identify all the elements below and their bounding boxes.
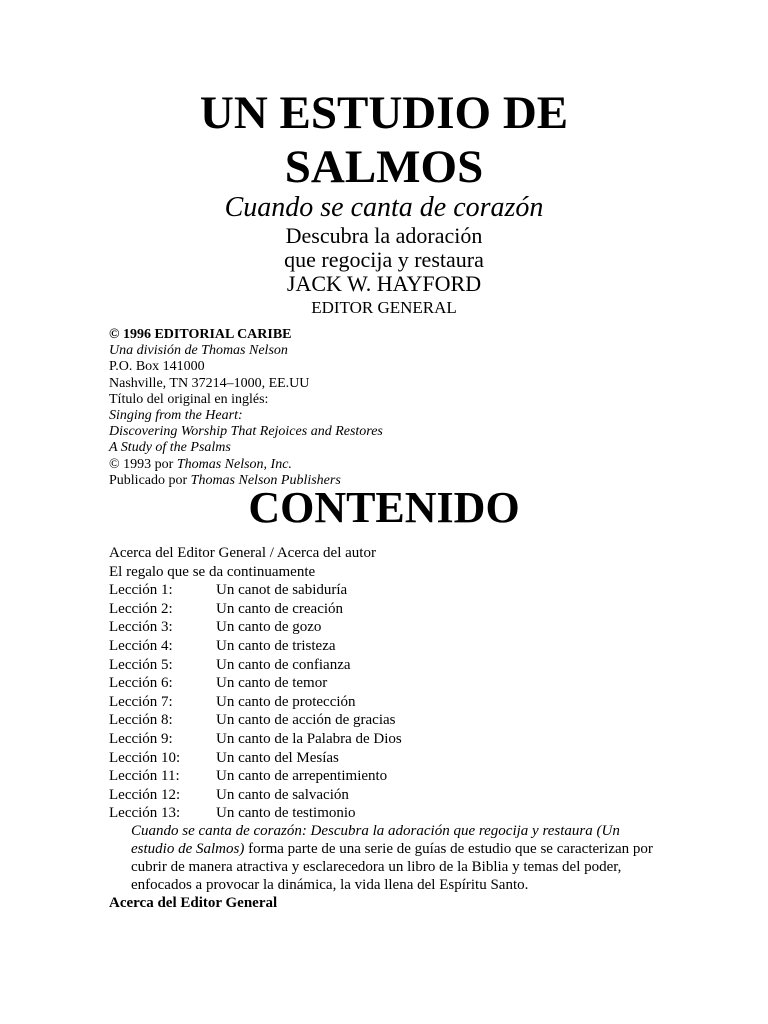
toc-lesson-row [109, 730, 649, 749]
title-block [0, 86, 768, 319]
lesson-number: Lección 13: [109, 805, 181, 822]
toc-lesson-row [109, 581, 649, 600]
publisher-division: Una división de Thomas Nelson [109, 343, 288, 359]
lesson-number: Lección 7: [109, 693, 173, 710]
lesson-number: Lección 6: [109, 675, 173, 692]
original-title-label: Título del original en inglés: [109, 391, 269, 407]
copyright-block [109, 327, 383, 489]
lesson-number: Lección 12: [109, 786, 181, 803]
lesson-number: Lección 3: [109, 619, 173, 636]
lesson-number: Lección 11: [109, 768, 180, 785]
toc-lesson-row [109, 711, 649, 730]
contents-heading: CONTENIDO [248, 483, 520, 532]
author-role: EDITOR GENERAL [311, 298, 457, 317]
lesson-title: Un canto de tristeza [216, 637, 336, 654]
lesson-number: Lección 8: [109, 712, 173, 729]
toc-lesson-row [109, 600, 649, 619]
original-copyright [109, 457, 383, 473]
lesson-title: Un canto del Mesías [216, 749, 339, 766]
toc-lesson-row [109, 749, 649, 768]
lesson-number: Lección 4: [109, 637, 173, 654]
lesson-number: Lección 2: [109, 600, 173, 617]
lesson-title: Un canto de confianza [216, 656, 351, 673]
intro-body: forma parte de una serie de guías de estudio que se caracterizan por cubrir de manera atractiva y esclarecedora un libro de la Biblia y temas del poder, enfocados a provocar la dinámica, la vida llena del Espíritu Santo. [131, 841, 653, 893]
tagline-line-1: Descubra la adoración [285, 223, 483, 248]
city-address: Nashville, TN 37214–1000, EE.UU [109, 375, 310, 391]
toc-lesson-row [109, 674, 649, 693]
intro-paragraph [109, 822, 654, 894]
toc-lesson-row [109, 767, 649, 786]
toc-lesson-row [109, 618, 649, 637]
published-prefix: Publicado por [109, 472, 191, 488]
toc-intro-item: El regalo que se da continuamente [109, 563, 316, 580]
section-heading: Acerca del Editor General [109, 895, 278, 911]
po-box: P.O. Box 141000 [109, 359, 205, 375]
toc-lesson-row [109, 656, 649, 675]
lesson-number: Lección 9: [109, 730, 173, 747]
toc-lesson-row [109, 693, 649, 712]
original-copyright-owner: Thomas Nelson, Inc. [176, 456, 292, 472]
published-by: Thomas Nelson Publishers [190, 472, 341, 488]
lesson-title: Un canto de salvación [216, 786, 349, 803]
book-title-line-2: SALMOS [284, 141, 484, 193]
lesson-title: Un canto de acción de gracias [216, 712, 396, 729]
publisher-copyright: © 1996 EDITORIAL CARIBE [109, 327, 292, 342]
book-subtitle: Cuando se canta de corazón [224, 192, 544, 223]
intro-italic-lead: Cuando se canta de corazón: Descubra la adoración que regocija y restaura (Un estudio de Salmos) [131, 823, 620, 857]
tagline-line-2: que regocija y restaura [284, 247, 484, 272]
original-title-line-3: A Study of the Psalms [109, 440, 231, 456]
lesson-title: Un canto de testimonio [216, 805, 356, 822]
toc-lesson-row [109, 637, 649, 656]
toc-intro-item: Acerca del Editor General / Acerca del autor [109, 545, 376, 561]
lesson-title: Un canto de temor [216, 675, 328, 692]
intro-section [109, 822, 654, 912]
lesson-title: Un canot de sabiduría [216, 582, 348, 599]
lesson-title: Un canto de gozo [216, 619, 322, 636]
author-name: JACK W. HAYFORD [286, 271, 482, 296]
lesson-number: Lección 1: [109, 582, 173, 599]
lesson-number: Lección 10: [109, 749, 181, 766]
original-title-line-1: Singing from the Heart: [109, 408, 243, 424]
original-title-line-2: Discovering Worship That Rejoices and Restores [109, 424, 383, 440]
lesson-title: Un canto de protección [216, 693, 356, 710]
lesson-title: Un canto de la Palabra de Dios [216, 730, 402, 747]
lesson-number: Lección 5: [109, 656, 173, 673]
lesson-title: Un canto de creación [216, 600, 344, 617]
toc-lesson-row [109, 786, 649, 805]
book-title-line-1: UN ESTUDIO DE [199, 87, 569, 139]
table-of-contents [109, 544, 649, 823]
original-copyright-prefix: © 1993 por [109, 456, 177, 472]
lesson-title: Un canto de arrepentimiento [216, 768, 388, 785]
toc-lesson-row [109, 804, 649, 823]
